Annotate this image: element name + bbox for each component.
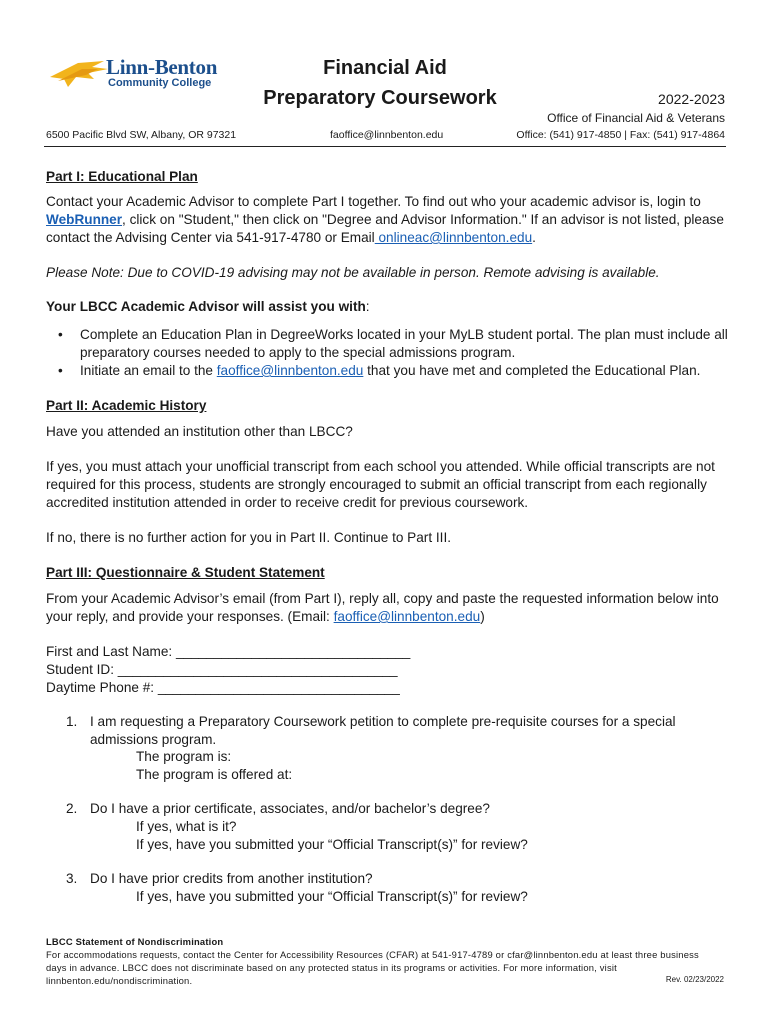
logo-name: Linn-Benton: [106, 55, 218, 79]
part1-text-b: , click on "Student," then click on "Degree and Advisor Information." If an advisor is not listed, please contact the Advising Center via 541-917-4780 or Email: [46, 212, 724, 245]
part2-heading: Part II: Academic History: [46, 398, 207, 413]
q1-program: The program is:: [136, 749, 232, 764]
bullet2-text-b: that you have met and completed the Educational Plan.: [363, 363, 701, 378]
office-phone-fax: Office: (541) 917-4850 | Fax: (541) 917-4864: [516, 129, 725, 141]
page-title-line2: Preparatory Coursework: [263, 87, 497, 109]
office-address: 6500 Pacific Blvd SW, Albany, OR 97321: [46, 129, 237, 141]
nondiscrimination-text: For accommodations requests, contact the Center for Accessibility Resources (CFAR) at 541-917-4789 or cfar@linnbenton.edu at least three business days in advance. LBCC does not discriminate based on any protected status in its programs or activities. For more information, visit linnbenton.edu/nondiscrimination.: [46, 949, 699, 986]
bullet2-text-a: Initiate an email to the: [80, 363, 217, 378]
advisor-assist-colon: :: [365, 299, 370, 314]
part2-if-yes: If yes, you must attach your unofficial transcript from each school you attended. While official transcripts are not required for this process, students are strongly encouraged to submit an official transcript from each regionally accredited institution attended in order to receive credit for previous coursework.: [46, 459, 715, 510]
logo-subtitle: Community College: [108, 77, 212, 89]
roadrunner-logo-icon: [48, 57, 110, 89]
q2-transcript: If yes, have you submitted your “Official Transcript(s)” for review?: [136, 837, 528, 852]
part2-question: Have you attended an institution other than LBCC?: [46, 424, 353, 439]
advisor-assist-line: [46, 298, 730, 316]
q2-text: Do I have a prior certificate, associates, and/or bachelor’s degree?: [90, 801, 490, 816]
list-item: [46, 326, 730, 362]
q1-number: 1.: [66, 714, 78, 729]
header-divider: [44, 146, 726, 147]
q3-number: 3.: [66, 871, 78, 886]
part3-intro-text-a: From your Academic Advisor’s email (from Part I), reply all, copy and paste the requested information below into your reply, and provide your responses. (Email:: [46, 591, 719, 624]
part1-text-end: .: [532, 230, 536, 245]
onlineac-email-link[interactable]: onlineac@linnbenton.edu: [374, 230, 533, 245]
part1-heading: Part I: Educational Plan: [46, 169, 198, 184]
part1-text-a: Contact your Academic Advisor to complete Part I together. To find out who your academic advisor is, login to: [46, 194, 701, 209]
q1-text: I am requesting a Preparatory Coursework petition to complete pre-requisite courses for a special admissions program.: [90, 714, 676, 747]
q2-what: If yes, what is it?: [136, 819, 237, 834]
q3-text: Do I have prior credits from another institution?: [90, 871, 373, 886]
office-email: faoffice@linnbenton.edu: [330, 129, 444, 141]
q1-offered-at: The program is offered at:: [136, 767, 293, 782]
college-logo: [48, 55, 238, 95]
part3-intro-text-b: ): [480, 609, 485, 624]
nondiscrimination-heading: LBCC Statement of Nondiscrimination: [46, 936, 224, 947]
list-item: [46, 362, 730, 380]
faoffice-email-link[interactable]: faoffice@linnbenton.edu: [216, 363, 364, 378]
phone-field: Daytime Phone #: ________________________________: [46, 680, 400, 695]
office-name: Office of Financial Aid & Veterans: [547, 111, 725, 125]
academic-year: 2022-2023: [658, 91, 725, 107]
student-id-field: Student ID: _____________________________________: [46, 662, 398, 677]
page-title-line1: Financial Aid: [323, 57, 447, 79]
advisor-assist-bold: Your LBCC Academic Advisor will assist you with: [46, 299, 366, 314]
q2-number: 2.: [66, 801, 78, 816]
webrunner-link[interactable]: WebRunner: [46, 212, 123, 227]
part1-paragraph: [46, 193, 730, 247]
revision-date: Rev. 02/23/2022: [665, 975, 724, 984]
name-field: First and Last Name: _______________________________: [46, 644, 411, 659]
part2-if-no: If no, there is no further action for you in Part II. Continue to Part III.: [46, 530, 451, 545]
advisor-tasks-list: [46, 326, 730, 380]
part3-heading: Part III: Questionnaire & Student Statement: [46, 565, 325, 580]
q3-transcript: If yes, have you submitted your “Official Transcript(s)” for review?: [136, 889, 528, 904]
faoffice-email-link-2[interactable]: faoffice@linnbenton.edu: [333, 609, 481, 624]
bullet1-text: Complete an Education Plan in DegreeWorks located in your MyLB student portal. The plan must include all preparatory courses needed to apply to the special admissions program.: [80, 327, 728, 360]
covid-note: Please Note: Due to COVID-19 advising may not be available in person. Remote advising is available.: [46, 265, 660, 280]
part3-intro: [46, 590, 730, 626]
